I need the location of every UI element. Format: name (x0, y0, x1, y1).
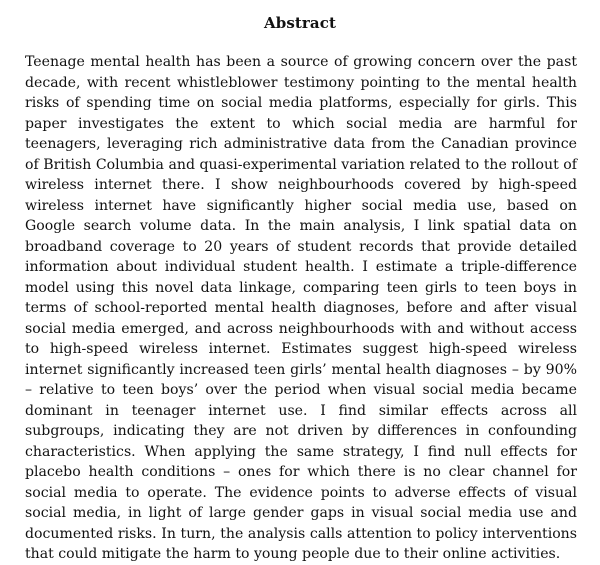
abstract-heading: Abstract (264, 14, 336, 32)
abstract-paragraph: Teenage mental health has been a source of growing concern over the past decade, with recent whistleblower testimony pointing to the mental health risks of spending time on social media platforms, especially for girls. This paper investigates the extent to which social media are harmful for teenagers, leveraging rich administrative data from the Canadian province of British Columbia and quasi-experimental variation related to the rollout of wireless internet there. I show neighbourhoods covered by high-speed wireless internet have significantly higher social media use, based on Google search volume data. In the main analysis, I link spatial data on broadband coverage to 20 years of student records that provide detailed information about individual student health. I estimate a triple-difference model using this novel data linkage, comparing teen girls to teen boys in terms of school-reported mental health diagnoses, before and after visual social media emerged, and across neighbourhoods with and without access to high-speed wireless internet. Estimates suggest high-speed wireless internet significantly increased teen girls’ mental health diagnoses – by 90% – relative to teen boys’ over the period when visual social media became dominant in teenager internet use. I find similar effects across all subgroups, indicating they are not driven by differences in confounding characteristics. When applying the same strategy, I find null effects for placebo health conditions – ones for which there is no clear channel for social media to operate. The evidence points to adverse effects of visual social media, in light of large gender gaps in visual social media use and documented risks. In turn, the analysis calls attention to policy interventions that could mitigate the harm to young people due to their online activities. (25, 54, 577, 562)
